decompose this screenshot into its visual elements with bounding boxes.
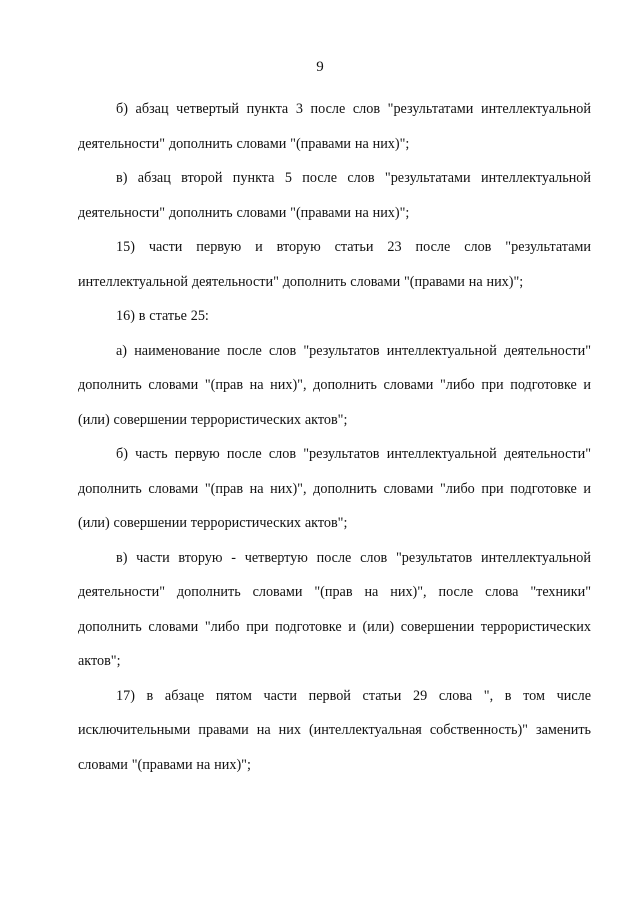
paragraph-b-item3: б) абзац четвертый пункта 3 после слов "результатами интеллектуальной деятельности" дополнить словами "(правами на них)";	[78, 101, 591, 152]
paragraph-15: 15) части первую и вторую статьи 23 после слов "результатами интеллектуальной деятельности" дополнить словами "(правами на них)";	[78, 239, 591, 290]
paragraph-17: 17) в абзаце пятом части первой статьи 29 слова ", в том числе исключительными правами на них (интеллектуальная собственность)" заменить словами "(правами на них)";	[78, 687, 591, 773]
paragraph-16-a: а) наименование после слов "результатов интеллектуальной деятельности" дополнить словами "(прав на них)", дополнить словами "либо при подготовке и (или) совершении террористических актов";	[78, 342, 591, 428]
paragraph-16-b: б) часть первую после слов "результатов интеллектуальной деятельности" дополнить словами "(прав на них)", дополнить словами "либо при подготовке и (или) совершении террористических актов";	[78, 446, 591, 531]
document-body	[78, 92, 591, 782]
paragraph-16-v: в) части вторую - четвертую после слов "результатов интеллектуальной деятельности" дополнить словами "(прав на них)", после слова "техники" дополнить словами "либо при подготовке и (или) совершении террористических актов";	[78, 549, 591, 669]
paragraph-v-item5: в) абзац второй пункта 5 после слов "результатами интеллектуальной деятельности" дополнить словами "(правами на них)";	[78, 170, 591, 221]
page-number: 9	[316, 59, 324, 75]
paragraph-16: 16) в статье 25:	[116, 308, 209, 324]
